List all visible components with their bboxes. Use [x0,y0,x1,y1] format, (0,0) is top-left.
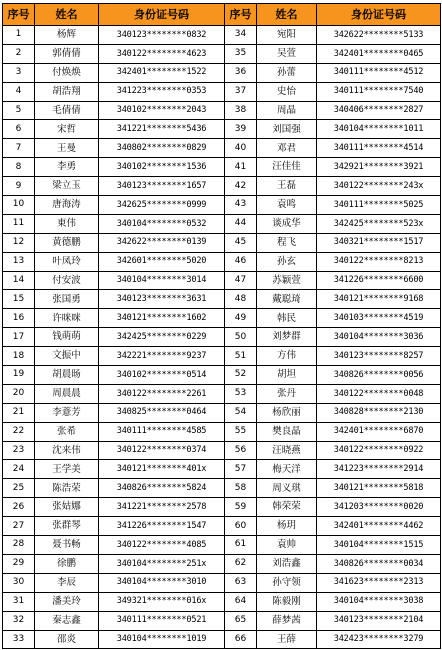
row-index: 8 [3,158,35,177]
person-name: 付焕焕 [35,63,99,82]
table-row [3,441,441,460]
table-row [3,328,441,347]
person-name: 郭倩倩 [35,44,99,63]
row-index: 54 [225,403,257,422]
person-name: 聂书畅 [35,536,99,555]
table-row [3,214,441,233]
row-index: 51 [225,347,257,366]
table-row [3,271,441,290]
row-index: 60 [225,517,257,536]
row-index: 53 [225,384,257,403]
person-name: 杨辉 [35,26,99,45]
table-row [3,554,441,573]
person-name: 李勇 [35,158,99,177]
id-number: 340122********2261 [99,384,225,403]
row-index: 12 [3,233,35,252]
id-number: 342921********3921 [317,158,441,177]
row-index: 26 [3,498,35,517]
row-index: 48 [225,290,257,309]
id-number: 340121********5818 [317,479,441,498]
id-number: 340123********8257 [317,347,441,366]
id-number: 340104********3038 [317,592,441,611]
row-index: 41 [225,158,257,177]
person-name: 张丹 [257,384,317,403]
person-name: 戴聪琦 [257,290,317,309]
table-row [3,309,441,328]
row-index: 66 [225,630,257,649]
row-index: 47 [225,271,257,290]
person-name: 张群琴 [35,517,99,536]
id-number: 340111********4585 [99,422,225,441]
person-name: 周晨晨 [35,384,99,403]
person-name: 李辰 [35,573,99,592]
row-index: 3 [3,63,35,82]
person-name: 程飞 [257,233,317,252]
row-index: 13 [3,252,35,271]
table-row [3,44,441,63]
person-name: 陈毅刚 [257,592,317,611]
id-number: 342425********523x [317,214,441,233]
id-number: 340102********1536 [99,158,225,177]
person-name: 梅天洋 [257,460,317,479]
row-index: 56 [225,441,257,460]
person-name: 叶凤玲 [35,252,99,271]
header-id-number: 身份证号码 [99,4,225,26]
table-row [3,479,441,498]
row-index: 49 [225,309,257,328]
id-number: 340102********0514 [99,366,225,385]
table-row [3,63,441,82]
person-name: 陈浩荣 [35,479,99,498]
row-index: 55 [225,422,257,441]
row-index: 29 [3,554,35,573]
table-row [3,196,441,215]
row-index: 31 [3,592,35,611]
id-number: 341623********2313 [317,573,441,592]
row-index: 17 [3,328,35,347]
row-index: 2 [3,44,35,63]
row-index: 1 [3,26,35,45]
row-index: 20 [3,384,35,403]
person-name: 杨欣丽 [257,403,317,422]
id-number: 340104********3014 [99,271,225,290]
id-number: 340122********0048 [317,384,441,403]
row-index: 16 [3,309,35,328]
row-index: 58 [225,479,257,498]
person-name: 胡坦 [257,366,317,385]
table-row [3,536,441,555]
row-index: 57 [225,460,257,479]
header-name: 姓名 [257,4,317,26]
id-number: 340104********1515 [317,536,441,555]
table-row [3,592,441,611]
person-name: 周晶 [257,101,317,120]
id-number: 340121********9168 [317,290,441,309]
row-index: 30 [3,573,35,592]
id-number: 340111********7540 [317,82,441,101]
id-number: 342601********5020 [99,252,225,271]
row-index: 33 [3,630,35,649]
row-index: 28 [3,536,35,555]
person-name: 韩荣荣 [257,498,317,517]
id-number: 340111********4512 [317,63,441,82]
person-name: 孙玄 [257,252,317,271]
header-id-number: 身份证号码 [317,4,441,26]
id-number: 342401********6870 [317,422,441,441]
row-index: 15 [3,290,35,309]
row-index: 10 [3,196,35,215]
person-name: 许咪咪 [35,309,99,328]
row-index: 65 [225,611,257,630]
id-number: 341203********0020 [317,498,441,517]
id-number: 340825********0464 [99,403,225,422]
header-index: 序号 [3,4,35,26]
table-row [3,158,441,177]
table-row [3,384,441,403]
person-name: 宛阳 [257,26,317,45]
id-number: 342425********0229 [99,328,225,347]
id-number: 340826********0056 [317,366,441,385]
row-index: 5 [3,101,35,120]
id-number: 340111********0521 [99,611,225,630]
person-name: 付安波 [35,271,99,290]
id-number: 340826********0034 [317,554,441,573]
person-name: 苏颖萱 [257,271,317,290]
table-row [3,26,441,45]
person-name: 吴萱 [257,44,317,63]
person-name: 袁鸣 [257,196,317,215]
table-row [3,498,441,517]
id-number: 342423********3279 [317,630,441,649]
row-index: 52 [225,366,257,385]
row-index: 34 [225,26,257,45]
table-row [3,101,441,120]
table-row [3,611,441,630]
row-index: 9 [3,177,35,196]
person-name: 张姑娜 [35,498,99,517]
person-name: 孙守领 [257,573,317,592]
id-number: 340104********3036 [317,328,441,347]
person-name: 邵炎 [35,630,99,649]
id-number: 340123********1657 [99,177,225,196]
person-name: 刘梦群 [257,328,317,347]
person-name: 東伟 [35,214,99,233]
id-number: 342401********1522 [99,63,225,82]
id-number: 340406********2827 [317,101,441,120]
person-name: 沈来伟 [35,441,99,460]
row-index: 14 [3,271,35,290]
person-name: 宋哲 [35,120,99,139]
person-name: 黄德鹏 [35,233,99,252]
id-number: 340111********5025 [317,196,441,215]
id-number: 340122********0922 [317,441,441,460]
id-number: 340122********8213 [317,252,441,271]
table-row [3,460,441,479]
id-number: 340103********4519 [317,309,441,328]
row-index: 43 [225,196,257,215]
person-name: 邓君 [257,139,317,158]
person-name: 梁立玉 [35,177,99,196]
id-number: 340104********1011 [317,120,441,139]
row-index: 38 [225,101,257,120]
person-name: 潘美玲 [35,592,99,611]
person-name: 韩民 [257,309,317,328]
person-name: 胡浩翔 [35,82,99,101]
row-index: 40 [225,139,257,158]
person-name: 李薏芳 [35,403,99,422]
table-row [3,347,441,366]
person-name: 汪佳佳 [257,158,317,177]
row-index: 50 [225,328,257,347]
table-row [3,573,441,592]
person-name: 刘国强 [257,120,317,139]
table-row [3,517,441,536]
row-index: 32 [3,611,35,630]
person-name: 周义琪 [257,479,317,498]
row-index: 37 [225,82,257,101]
id-number: 341223********0353 [99,82,225,101]
row-index: 61 [225,536,257,555]
roster-table [2,3,441,649]
person-name: 秦志鑫 [35,611,99,630]
id-number: 340123********2104 [317,611,441,630]
id-number: 340122********0374 [99,441,225,460]
row-index: 62 [225,554,257,573]
id-number: 349321********016x [99,592,225,611]
row-index: 25 [3,479,35,498]
id-number: 342622********5133 [317,26,441,45]
id-number: 340104********251x [99,554,225,573]
id-number: 342401********0465 [317,44,441,63]
person-name: 方伟 [257,347,317,366]
table-row [3,630,441,649]
row-index: 36 [225,63,257,82]
header-row [3,4,441,26]
table-row [3,120,441,139]
person-name: 王曼 [35,139,99,158]
id-number: 342625********0999 [99,196,225,215]
person-name: 薛梦茜 [257,611,317,630]
person-name: 文振中 [35,347,99,366]
id-number: 340102********2043 [99,101,225,120]
row-index: 21 [3,403,35,422]
id-number: 340321********1517 [317,233,441,252]
row-index: 4 [3,82,35,101]
row-index: 45 [225,233,257,252]
table-row [3,290,441,309]
id-number: 340122********243x [317,177,441,196]
table-row [3,252,441,271]
person-name: 刘浩鑫 [257,554,317,573]
table-row [3,422,441,441]
row-index: 64 [225,592,257,611]
person-name: 樊良晶 [257,422,317,441]
person-name: 张希 [35,422,99,441]
id-number: 340123********0832 [99,26,225,45]
id-number: 340104********3010 [99,573,225,592]
id-number: 341221********5436 [99,120,225,139]
row-index: 59 [225,498,257,517]
person-name: 徐鹏 [35,554,99,573]
roster-body [3,26,441,649]
row-index: 46 [225,252,257,271]
row-index: 35 [225,44,257,63]
person-name: 张国勇 [35,290,99,309]
id-number: 340104********1019 [99,630,225,649]
person-name: 毛倩倩 [35,101,99,120]
table-row [3,177,441,196]
row-index: 44 [225,214,257,233]
row-index: 19 [3,366,35,385]
row-index: 22 [3,422,35,441]
id-number: 342622********0139 [99,233,225,252]
id-number: 340828********2130 [317,403,441,422]
person-name: 杨玥 [257,517,317,536]
row-index: 6 [3,120,35,139]
id-number: 340104********0532 [99,214,225,233]
person-name: 袁帅 [257,536,317,555]
table-row [3,366,441,385]
id-number: 341223********2914 [317,460,441,479]
id-number: 341226********6600 [317,271,441,290]
person-name: 汪晓燕 [257,441,317,460]
table-row [3,139,441,158]
row-index: 42 [225,177,257,196]
id-number: 341221********2578 [99,498,225,517]
id-number: 342401********4462 [317,517,441,536]
row-index: 24 [3,460,35,479]
id-number: 340122********4623 [99,44,225,63]
person-name: 钱萌萌 [35,328,99,347]
header-name: 姓名 [35,4,99,26]
person-name: 胡晨旸 [35,366,99,385]
table-row [3,82,441,101]
person-name: 王磊 [257,177,317,196]
row-index: 27 [3,517,35,536]
row-index: 63 [225,573,257,592]
person-name: 史怡 [257,82,317,101]
row-index: 11 [3,214,35,233]
person-name: 孙蕾 [257,63,317,82]
row-index: 39 [225,120,257,139]
id-number: 340122********4085 [99,536,225,555]
row-index: 18 [3,347,35,366]
person-name: 谈成华 [257,214,317,233]
id-number: 340121********1602 [99,309,225,328]
person-name: 唐海涛 [35,196,99,215]
table-row [3,403,441,422]
row-index: 23 [3,441,35,460]
id-number: 342221********9237 [99,347,225,366]
id-number: 341226********1547 [99,517,225,536]
id-number: 340111********4514 [317,139,441,158]
row-index: 7 [3,139,35,158]
roster-sheet [2,3,441,649]
person-name: 王学美 [35,460,99,479]
id-number: 340802********0829 [99,139,225,158]
id-number: 340123********3631 [99,290,225,309]
person-name: 王薛 [257,630,317,649]
id-number: 340121********401x [99,460,225,479]
id-number: 340826********5824 [99,479,225,498]
header-index: 序号 [225,4,257,26]
table-row [3,233,441,252]
